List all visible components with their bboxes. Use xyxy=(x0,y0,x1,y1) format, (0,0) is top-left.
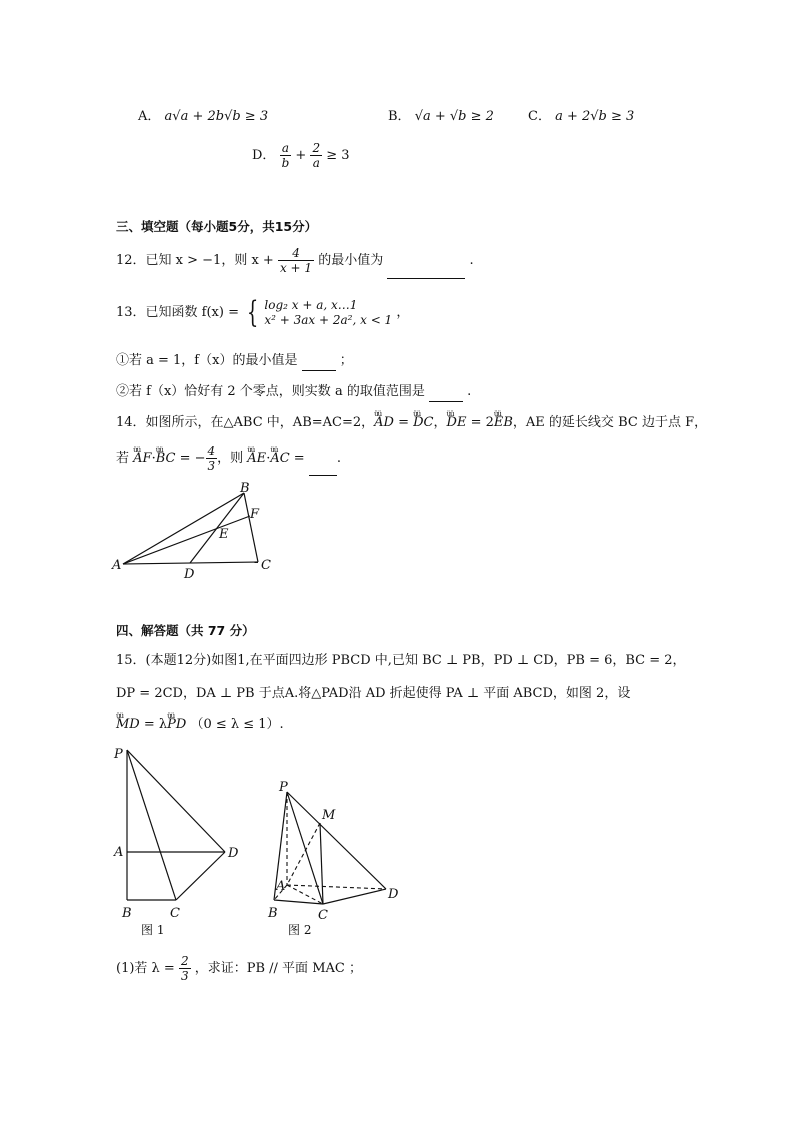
label-p: P xyxy=(114,747,123,762)
option-c xyxy=(528,108,634,126)
label-f: F xyxy=(250,507,260,522)
label-d: D xyxy=(184,567,195,578)
question-15-line-1: 15．(本题12分)如图1,在平面四边形 PBCD 中,已知 BC ⊥ PB，PD ⊥ CD，PB = 6，BC = 2， xyxy=(116,653,686,668)
label-e: E xyxy=(219,527,229,542)
label-a: A xyxy=(114,845,124,860)
segment-pd xyxy=(127,750,225,852)
answer-blank[interactable] xyxy=(309,443,337,476)
question-15-line-3: üü MD = λüü PD （0 ≤ λ ≤ 1）. xyxy=(116,716,284,734)
segment-ad xyxy=(287,885,386,889)
question-15-line-2: DP = 2CD，DA ⊥ PB 于点A.将△PAD沿 AD 折起使得 PA ⊥ 平面 ABCD，如图 2，设 xyxy=(116,686,631,701)
segment-db xyxy=(190,493,244,563)
label-a: A xyxy=(112,558,122,573)
figure-1-quadrilateral xyxy=(110,740,250,940)
option-d-label: D． xyxy=(252,148,276,163)
vector-de: üü DE xyxy=(447,414,467,432)
segment-af xyxy=(123,516,250,564)
option-c-expr: a + 2√b ≥ 3 xyxy=(555,109,635,124)
segment-mc xyxy=(320,823,323,904)
segment-cd xyxy=(323,889,386,904)
label-c: C xyxy=(170,906,180,921)
vector-ae: üü AE xyxy=(247,443,266,475)
label-b: B xyxy=(268,906,278,921)
vector-ac: üü AC xyxy=(270,443,289,475)
answer-blank[interactable] xyxy=(429,383,463,402)
option-d: D． $\frac{a}{b}$ + $\frac{2}{a}$ ≥ 3 xyxy=(252,141,350,170)
label-a: A xyxy=(276,879,286,894)
vector-af: üü AF xyxy=(133,443,151,475)
question-13-part-1: ①若 a = 1，f（x）的最小值是 ； xyxy=(116,352,353,371)
label-c: C xyxy=(261,558,271,573)
question-12: 12．已知 x > −1，则 x + $\frac{4}{x + 1}$ 的最小值为 . xyxy=(116,244,474,279)
vector-md: üü MD xyxy=(116,716,140,734)
vector-dc: üü DC xyxy=(413,414,433,432)
label-b: B xyxy=(240,481,250,496)
label-m: M xyxy=(322,808,336,823)
label-b: B xyxy=(122,906,132,921)
left-brace: { xyxy=(246,294,259,330)
question-13-part-2: ②若 f（x）恰好有 2 个零点，则实数 a 的取值范围是 . xyxy=(116,383,471,402)
segment-ma xyxy=(287,823,320,885)
piecewise-cases: log₂ x + a, x…1 x² + 3ax + 2a², x < 1 xyxy=(264,297,393,327)
option-b xyxy=(388,108,494,126)
question-14-line-2: 若 üü AF·üü BC = − $\frac{4}{3}$ ，则 üü AE·üü AC = . xyxy=(116,443,341,476)
q14-fraction: $\frac{4}{3}$ xyxy=(207,444,216,473)
section-heading-fill-in: 三、填空题（每小题5分，共15分） xyxy=(116,219,318,234)
figure-2-pyramid xyxy=(262,772,412,940)
segment-cd xyxy=(176,852,225,900)
vector-eb: üü EB xyxy=(494,414,513,432)
option-d-frac2: $\frac{2}{a}$ xyxy=(312,141,321,170)
vector-bc: üü BC xyxy=(156,443,176,475)
question-15-sub-1: (1)若 λ = $\frac{2}{3}$ ，求证：PB // 平面 MAC ； xyxy=(116,954,362,983)
figure-2-caption: 图 2 xyxy=(288,923,312,937)
option-a xyxy=(138,108,268,126)
label-p: P xyxy=(279,780,288,795)
segment-pd xyxy=(287,792,386,889)
label-d: D xyxy=(388,887,399,902)
segment-bc xyxy=(274,900,323,904)
answer-blank[interactable] xyxy=(302,352,336,371)
question-14-line-1: 14．如图所示，在△ABC 中，AB=AC=2，üü AD = üü DC，üü DE = 2üü EB，AE 的延长线交 BC 边于点 F， xyxy=(116,414,707,432)
option-b-label: B． xyxy=(388,109,411,124)
vector-ad: üü AD xyxy=(374,414,394,432)
label-c: C xyxy=(318,908,328,923)
label-d: D xyxy=(228,846,239,861)
triangle-figure-q14 xyxy=(110,478,280,578)
option-a-expr: a√a + 2b√b ≥ 3 xyxy=(164,109,269,124)
option-c-label: C． xyxy=(528,109,551,124)
figure-1-caption: 图 1 xyxy=(141,923,165,937)
option-a-label: A． xyxy=(138,109,161,124)
option-b-expr: √a + √b ≥ 2 xyxy=(414,109,494,124)
vector-pd: üü PD xyxy=(167,716,186,734)
segment-bc xyxy=(244,493,258,562)
sub1-fraction: $\frac{2}{3}$ xyxy=(180,954,189,983)
question-13: 13．已知函数 f(x) = { log₂ x + a, x…1 x² + 3ax + 2a², x < 1 ， xyxy=(116,294,410,330)
q12-fraction: $\frac{4}{x + 1}$ xyxy=(279,246,313,275)
answer-blank[interactable] xyxy=(387,244,465,279)
option-d-frac1: $\frac{a}{b}$ xyxy=(281,141,290,170)
segment-pc xyxy=(127,750,176,900)
section-heading-solutions: 四、解答题（共 77 分） xyxy=(116,623,255,638)
